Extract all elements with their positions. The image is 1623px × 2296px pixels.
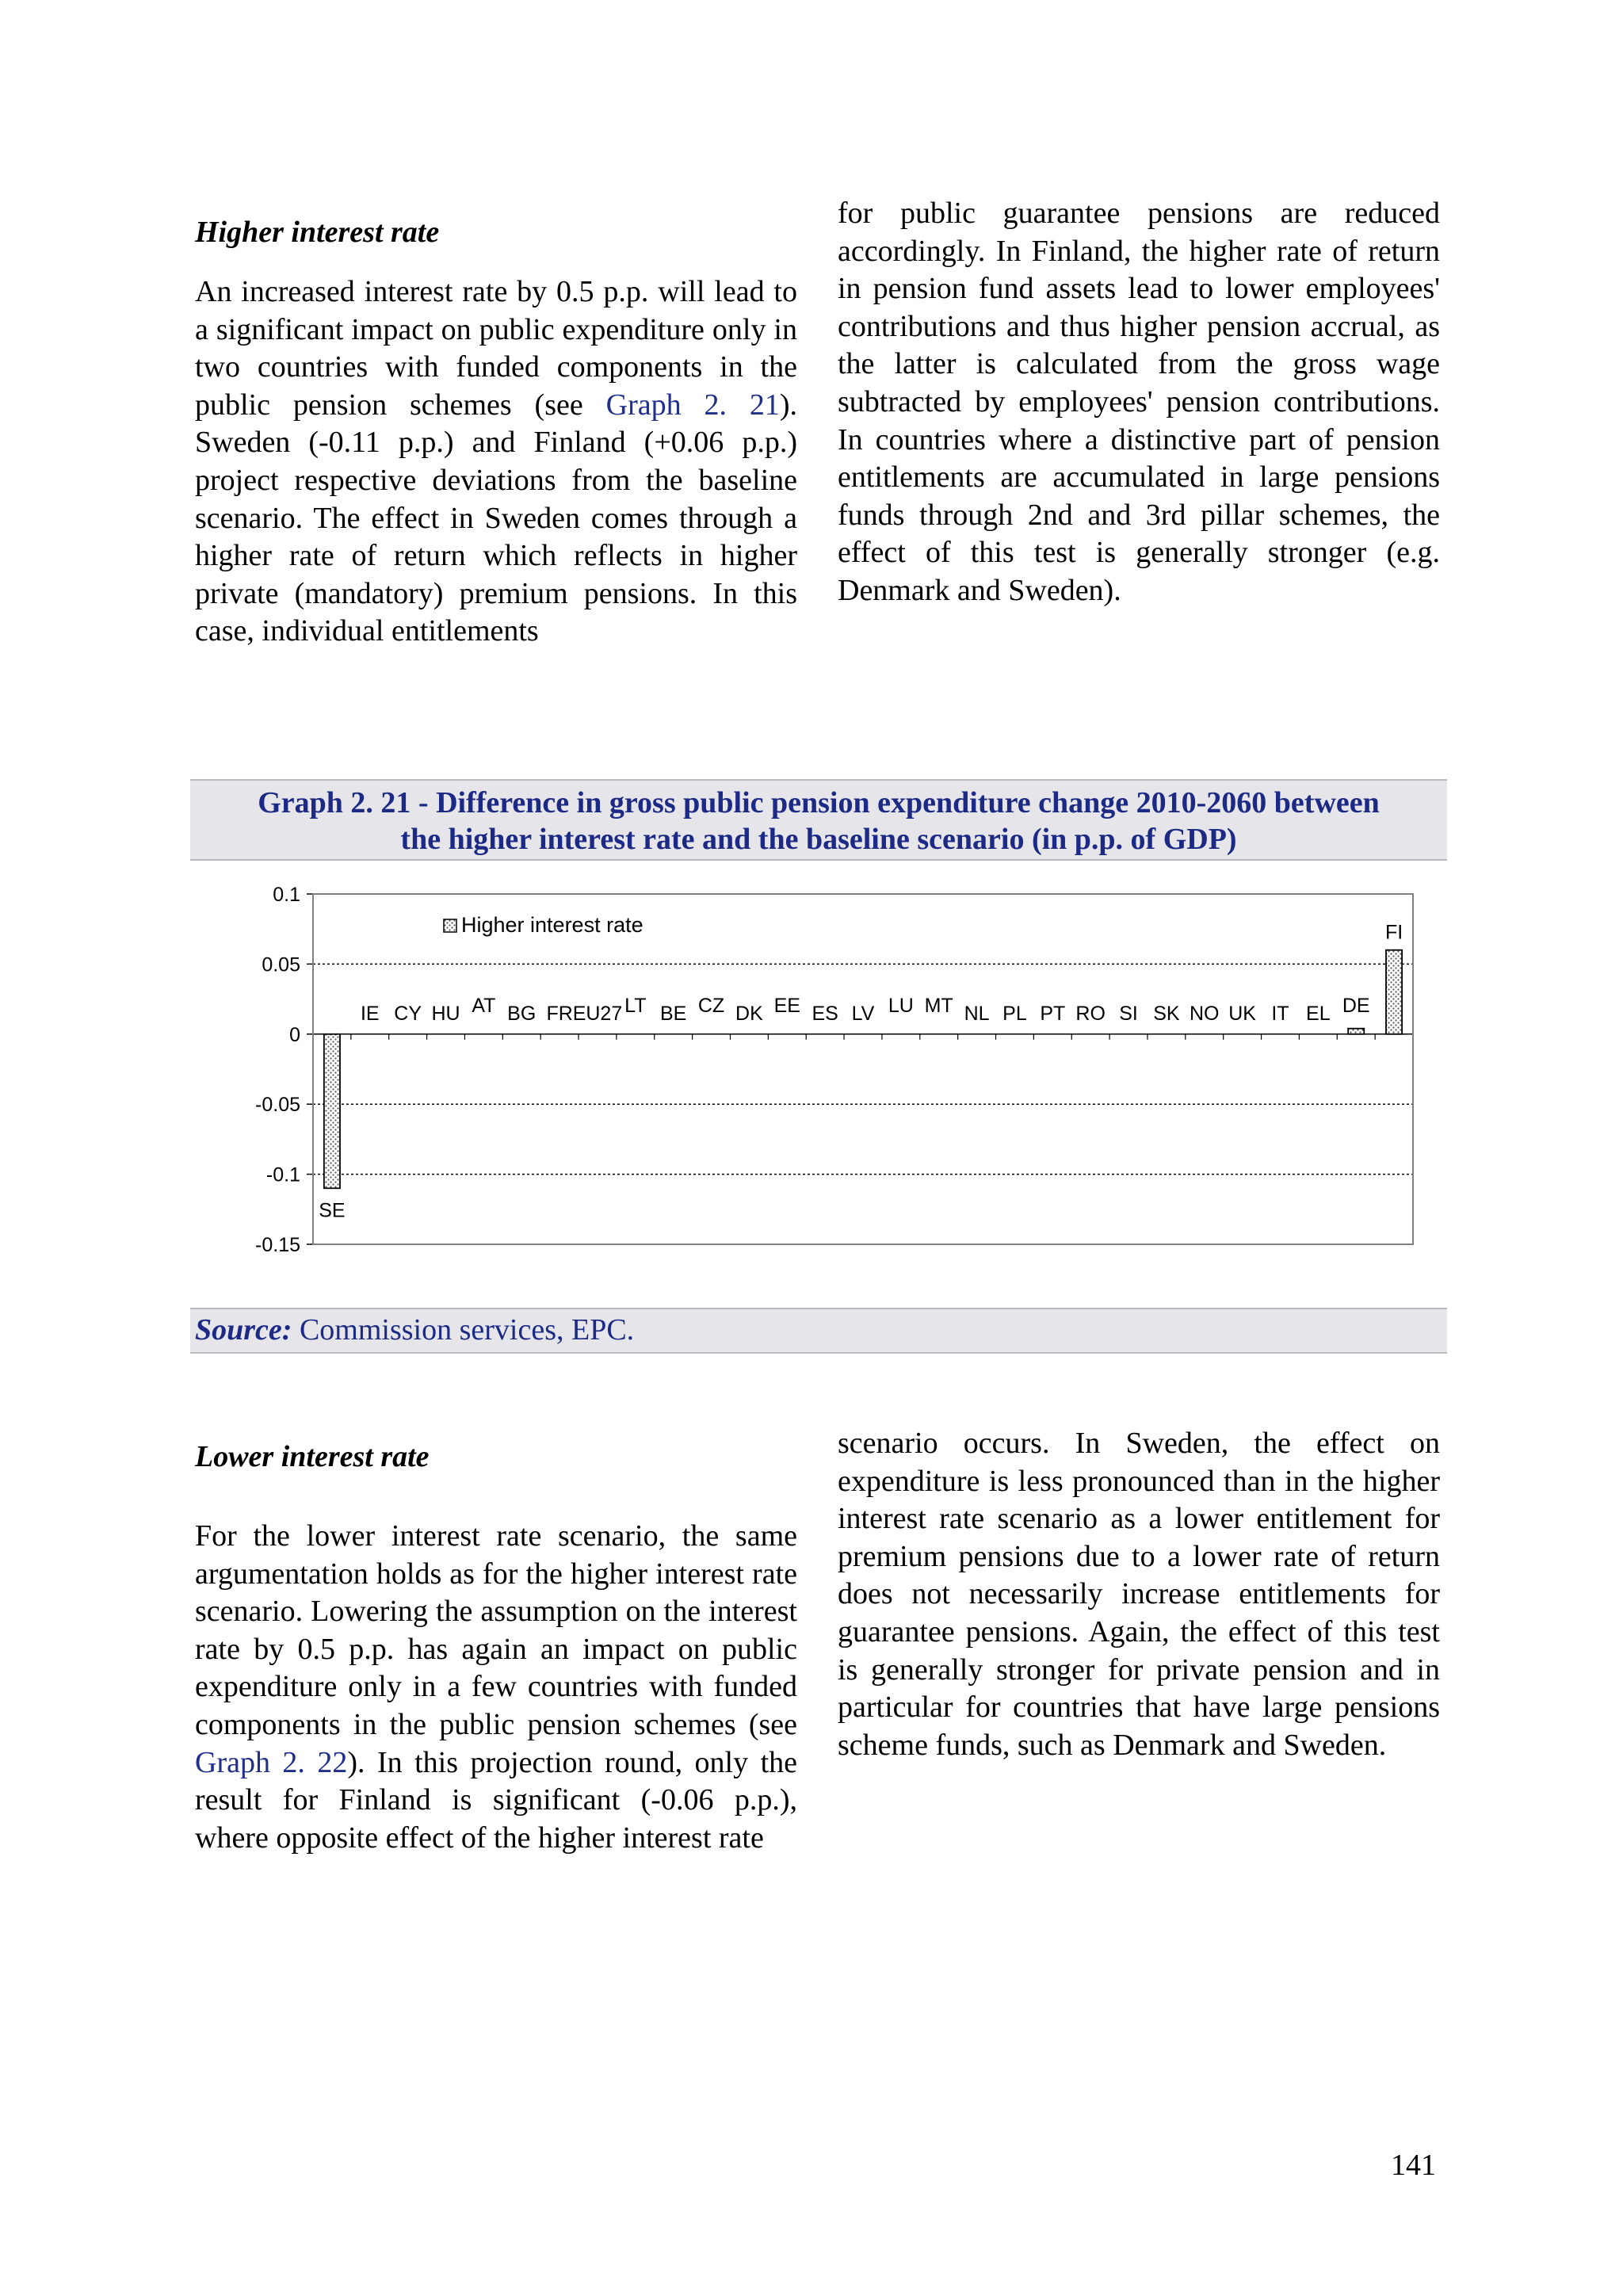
category-label-SE: SE	[319, 1199, 346, 1222]
section2-right-column	[838, 1425, 1440, 1764]
section-heading-higher-interest-rate: Higher interest rate	[195, 216, 440, 249]
category-label-EL: EL	[1306, 1002, 1331, 1025]
category-label-LV: LV	[851, 1002, 875, 1025]
paragraph-text: ). In this projection round, only the result for Finland is significant (-0.06 p.p.), where opposite effect of the higher interest rate	[195, 1745, 797, 1855]
y-tick-label: -0.1	[265, 1163, 300, 1186]
section2-right-paragraph: scenario occurs. In Sweden, the effect on expenditure is less pronounced than in the higher interest rate scenario as a lower entitlement for premium pensions due to a lower rate of return does not necessarily increase entitlements for guarantee pensions. Again, the effect of this test is generally stronger for private pension and in particular for countries that have large pensions scheme funds, such as Denmark and Sweden.	[838, 1427, 1440, 1762]
y-tick-label: -0.05	[255, 1094, 300, 1117]
category-label-LU: LU	[888, 994, 914, 1017]
source-text: Commission services, EPC.	[292, 1313, 635, 1347]
bar-SE	[324, 1034, 340, 1188]
y-tick-label: 0.05	[262, 953, 300, 976]
section1-right-paragraph: for public guarantee pensions are reduced accordingly. In Finland, the higher rate of return in pension fund assets lead to lower employees' contributions and thus higher pension accrual, as the latter is calculated from the gross wage subtracted by employees' pension contributions. In countries where a distinctive part of pension entitlements are accumulated in large pensions funds through 2nd and 3rd pillar schemes, the effect of this test is generally stronger (e.g. Denmark and Sweden).	[838, 197, 1440, 607]
chart-bars	[324, 950, 1402, 1189]
legend-label: Higher interest rate	[461, 913, 643, 937]
category-label-CY: CY	[394, 1002, 422, 1025]
chart-plot-frame	[313, 894, 1413, 1244]
y-tick-label: -0.15	[255, 1234, 300, 1256]
chart-category-labels	[319, 922, 1413, 1222]
category-label-NL: NL	[964, 1002, 990, 1025]
category-label-ES: ES	[812, 1002, 838, 1025]
category-label-RO: RO	[1075, 1002, 1106, 1025]
graph-source-bar	[190, 1308, 1447, 1354]
category-label-IT: IT	[1271, 1002, 1289, 1025]
chart-legend	[444, 913, 643, 937]
category-label-SK: SK	[1153, 1002, 1180, 1025]
bar-DE	[1348, 1029, 1364, 1034]
category-label-EE: EE	[773, 994, 800, 1017]
category-label-UK: UK	[1228, 1002, 1256, 1025]
category-label-SI: SI	[1119, 1002, 1138, 1025]
category-label-DK: DK	[735, 1002, 763, 1025]
category-label-LT: LT	[624, 994, 647, 1017]
y-tick-label: 0.1	[273, 884, 300, 906]
y-tick-label: 0	[289, 1023, 300, 1046]
category-label-EU27: EU27	[572, 1002, 623, 1025]
section1-right-column	[838, 195, 1440, 610]
section2-left-column	[195, 1518, 797, 1857]
graph-title-line1: Graph 2. 21 - Difference in gross public pension expenditure change 2010-2060 between	[258, 786, 1380, 819]
category-label-MT: MT	[924, 994, 953, 1017]
category-label-HU: HU	[431, 1002, 460, 1025]
category-label-FI: FI	[1384, 921, 1403, 944]
category-label-BE: BE	[660, 1002, 687, 1025]
paragraph-text: For the lower interest rate scenario, the same argumentation holds as for the higher interest rate scenario. Lowering the assumption on the interest rate by 0.5 p.p. has again an impact on public expenditure only in a few countries with funded components in the public pension schemes (see	[195, 1519, 797, 1741]
category-label-IE: IE	[360, 1002, 380, 1025]
graph-title-bar	[190, 779, 1447, 861]
bar-FI	[1386, 950, 1402, 1034]
section2-left-paragraph	[195, 1518, 797, 1857]
legend-swatch	[444, 919, 456, 932]
category-label-FR: FR	[546, 1002, 573, 1025]
graph-title-line2: the higher interest rate and the baseline scenario (in p.p. of GDP)	[400, 823, 1237, 856]
category-label-PT: PT	[1040, 1002, 1066, 1025]
graph-2-22-link[interactable]: Graph 2. 22	[195, 1745, 348, 1779]
category-label-AT: AT	[472, 994, 496, 1017]
paragraph-text: ). Sweden (-0.11 p.p.) and Finland (+0.06 p.p.) project respective deviations from the baseline scenario. The effect in Sweden comes through a higher rate of return which reflects in higher private (mandatory) premium pensions. In this case, individual entitlements	[195, 388, 797, 648]
section-heading-lower-interest-rate: Lower interest rate	[195, 1440, 430, 1473]
page-number: 141	[1391, 2149, 1436, 2182]
category-label-NO: NO	[1190, 1002, 1220, 1025]
source-label: Source:	[195, 1313, 292, 1347]
category-label-PL: PL	[1002, 1002, 1027, 1025]
chart-y-axis	[255, 884, 313, 1256]
bar-chart	[230, 872, 1434, 1260]
category-label-BG: BG	[507, 1002, 537, 1025]
paragraph-text: An increased interest rate by 0.5 p.p. will lead to a significant impact on public expenditure only in two countries with funded components in the public pension schemes (see	[195, 275, 797, 422]
category-label-DE: DE	[1342, 994, 1370, 1017]
graph-2-21-link[interactable]: Graph 2. 21	[605, 388, 780, 422]
section1-left-column	[195, 273, 797, 651]
category-label-CZ: CZ	[697, 994, 725, 1017]
section1-left-paragraph	[195, 273, 797, 651]
